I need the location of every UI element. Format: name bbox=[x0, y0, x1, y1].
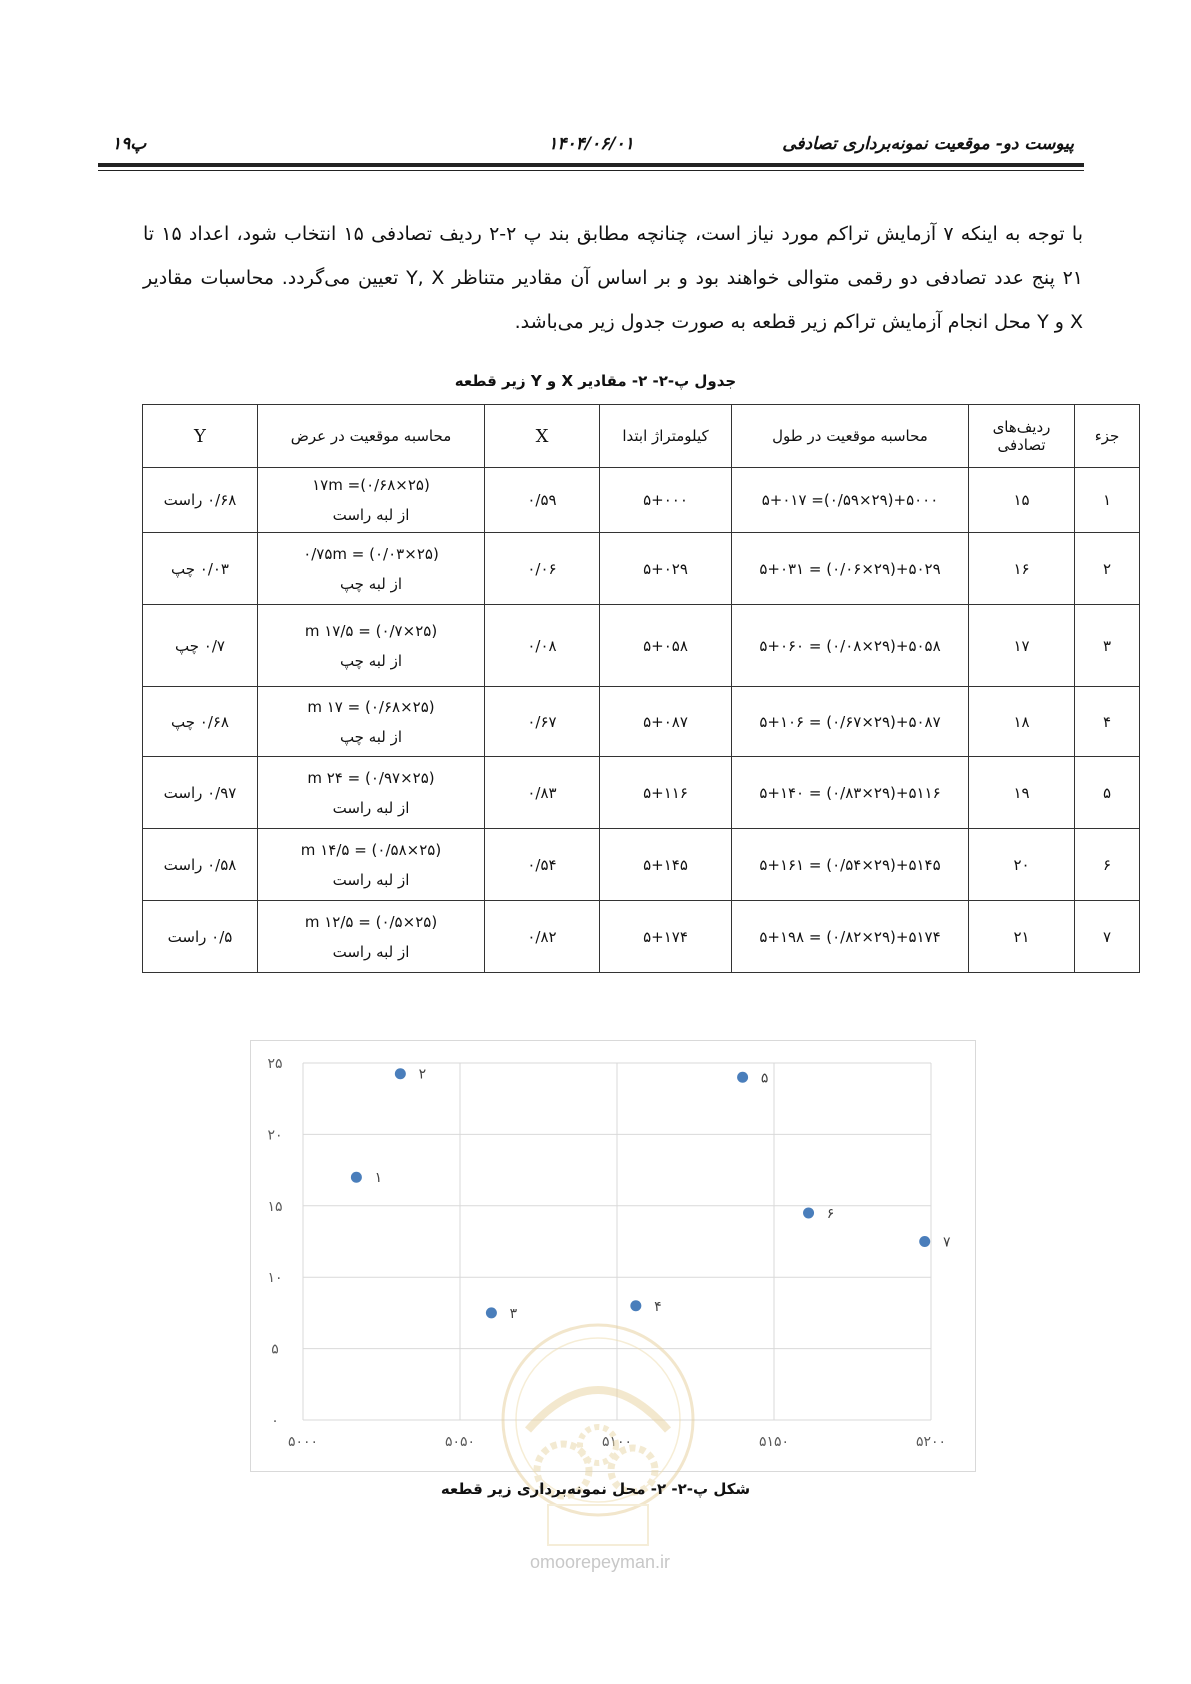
cell-random-row: ۱۹ bbox=[969, 757, 1075, 829]
cell-width-calc bbox=[258, 901, 485, 973]
width-calc-formula: (۲۵×۰/۶۸) = ۱۷ m bbox=[307, 697, 435, 716]
table-body bbox=[143, 468, 1140, 973]
header-random-rows bbox=[969, 405, 1075, 468]
data-label: ۳ bbox=[509, 1305, 518, 1322]
width-calc-edge: از لبه چپ bbox=[339, 651, 403, 670]
width-calc-edge: از لبه راست bbox=[332, 798, 410, 817]
cell-x: ۰/۰۸ bbox=[485, 605, 600, 687]
cell-start-km: ۵+۰۲۹ bbox=[600, 533, 732, 605]
header-y: Y bbox=[143, 405, 258, 468]
cell-random-row: ۱۷ bbox=[969, 605, 1075, 687]
cell-width-calc bbox=[258, 829, 485, 901]
cell-length-calc: ۵۱۱۶+(۲۹×۰/۸۳) = ۵+۱۴۰ bbox=[732, 757, 969, 829]
header-part: جزء bbox=[1075, 405, 1140, 468]
data-point bbox=[351, 1172, 362, 1183]
paragraph-line: X و Y محل انجام آزمایش تراکم زیر قطعه به صورت جدول زیر می‌باشد. bbox=[514, 311, 1083, 333]
data-label: ۶ bbox=[826, 1205, 835, 1222]
data-point bbox=[919, 1236, 930, 1247]
table-row bbox=[143, 533, 1140, 605]
cell-y: ۰/۶۸ راست bbox=[143, 468, 258, 533]
data-label: ۷ bbox=[942, 1234, 951, 1251]
x-tick-label: ۵۲۰۰ bbox=[915, 1434, 947, 1450]
cell-y: ۰/۵ راست bbox=[143, 901, 258, 973]
figure-caption: شکل پ-۲- ۲- محل نمونه‌برداری زیر قطعه bbox=[440, 1480, 751, 1498]
cell-start-km: ۵+۰۵۸ bbox=[600, 605, 732, 687]
data-label: ۲ bbox=[418, 1066, 427, 1083]
y-tick-label: ۵ bbox=[271, 1341, 279, 1358]
cell-part: ۷ bbox=[1075, 901, 1140, 973]
cell-y: ۰/۷ چپ bbox=[143, 605, 258, 687]
table-row bbox=[143, 687, 1140, 757]
header-rule-thin bbox=[98, 170, 1084, 171]
width-calc-edge: از لبه راست bbox=[332, 870, 410, 889]
cell-start-km: ۵+۱۷۴ bbox=[600, 901, 732, 973]
cell-x: ۰/۸۳ bbox=[485, 757, 600, 829]
paragraph-line: ۲۱ پنج عدد تصادفی دو رقمی متوالی خواهند بود و بر اساس آن مقادیر متناظر Y, X تعیین می‌گردد. محاسبات مقادیر bbox=[143, 267, 1084, 289]
header-width-calc: محاسبه موقعیت در عرض bbox=[258, 405, 485, 468]
cell-start-km: ۵+۱۴۵ bbox=[600, 829, 732, 901]
cell-width-calc bbox=[258, 468, 485, 533]
cell-random-row: ۲۱ bbox=[969, 901, 1075, 973]
x-tick-label: ۵۰۵۰ bbox=[444, 1434, 476, 1450]
width-calc-formula: (۲۵×۰/۷) = ۱۷/۵ m bbox=[304, 621, 438, 640]
x-tick-label: ۵۰۰۰ bbox=[287, 1434, 319, 1450]
cell-part: ۱ bbox=[1075, 468, 1140, 533]
cell-length-calc: ۵۰۸۷+(۲۹×۰/۶۷) = ۵+۱۰۶ bbox=[732, 687, 969, 757]
cell-x: ۰/۵۴ bbox=[485, 829, 600, 901]
table-row bbox=[143, 757, 1140, 829]
cell-x: ۰/۶۷ bbox=[485, 687, 600, 757]
cell-width-calc bbox=[258, 757, 485, 829]
watermark-logo bbox=[488, 1320, 708, 1560]
watermark-site: omoorepeyman.ir bbox=[529, 1552, 671, 1572]
header-title: پیوست دو- موقعیت نمونه‌برداری تصادفی bbox=[782, 134, 1074, 154]
cell-start-km: ۵+۰۰۰ bbox=[600, 468, 732, 533]
cell-length-calc: ۵۰۵۸+(۲۹×۰/۰۸) = ۵+۰۶۰ bbox=[732, 605, 969, 687]
data-label: ۱ bbox=[374, 1170, 383, 1187]
cell-random-row: ۱۵ bbox=[969, 468, 1075, 533]
cell-length-calc: ۵۰۰۰+(۲۹×۰/۵۹)= ۵+۰۱۷ bbox=[732, 468, 969, 533]
header-rule-thick bbox=[98, 163, 1084, 167]
paragraph-line: با توجه به اینکه ۷ آزمایش تراکم مورد نیاز است، چنانچه مطابق بند پ ۲-۲ ردیف تصادفی ۱۵ انتخاب شود، اعداد ۱۵ تا bbox=[143, 223, 1083, 245]
cell-part: ۳ bbox=[1075, 605, 1140, 687]
page-header bbox=[98, 128, 1084, 162]
cell-length-calc: ۵۱۴۵+(۲۹×۰/۵۴) = ۵+۱۶۱ bbox=[732, 829, 969, 901]
header-random-rows-line1: ردیف‌های bbox=[992, 418, 1051, 436]
header-page-number: پ۱۹ bbox=[112, 134, 147, 154]
header-start-km: کیلومتراژ ابتدا bbox=[600, 405, 732, 468]
y-tick-label: ۰ bbox=[271, 1413, 279, 1429]
cell-length-calc: ۵۱۷۴+(۲۹×۰/۸۲) = ۵+۱۹۸ bbox=[732, 901, 969, 973]
width-calc-edge: از لبه چپ bbox=[339, 574, 403, 593]
width-calc-formula: (۲۵×۰/۶۸)= ۱۷m bbox=[312, 476, 430, 494]
x-tick-label: ۵۱۵۰ bbox=[758, 1434, 790, 1450]
cell-y: ۰/۰۳ چپ bbox=[143, 533, 258, 605]
width-calc-edge: از لبه راست bbox=[332, 506, 410, 524]
table-row bbox=[143, 468, 1140, 533]
table-row bbox=[143, 605, 1140, 687]
cell-x: ۰/۵۹ bbox=[485, 468, 600, 533]
table-row bbox=[143, 901, 1140, 973]
data-table bbox=[142, 404, 1140, 973]
y-tick-label: ۲۰ bbox=[267, 1127, 283, 1144]
width-calc-formula: (۲۵×۰/۵۸) = ۱۴/۵ m bbox=[300, 840, 442, 859]
cell-length-calc: ۵۰۲۹+(۲۹×۰/۰۶) = ۵+۰۳۱ bbox=[732, 533, 969, 605]
table-header-row bbox=[143, 405, 1140, 468]
data-point bbox=[630, 1300, 641, 1311]
data-point bbox=[486, 1307, 497, 1318]
y-tick-label: ۱۵ bbox=[267, 1198, 283, 1215]
cell-width-calc bbox=[258, 687, 485, 757]
cell-random-row: ۲۰ bbox=[969, 829, 1075, 901]
y-tick-label: ۱۰ bbox=[267, 1270, 283, 1287]
width-calc-edge: از لبه چپ bbox=[339, 727, 403, 746]
cell-start-km: ۵+۱۱۶ bbox=[600, 757, 732, 829]
cell-width-calc bbox=[258, 605, 485, 687]
data-label: ۵ bbox=[760, 1070, 769, 1087]
cell-y: ۰/۶۸ چپ bbox=[143, 687, 258, 757]
cell-random-row: ۱۶ bbox=[969, 533, 1075, 605]
header-x: X bbox=[485, 405, 600, 468]
cell-y: ۰/۹۷ راست bbox=[143, 757, 258, 829]
cell-random-row: ۱۸ bbox=[969, 687, 1075, 757]
width-calc-formula: (۲۵×۰/۹۷) = ۲۴ m bbox=[307, 768, 435, 787]
cell-y: ۰/۵۸ راست bbox=[143, 829, 258, 901]
width-calc-formula: (۲۵×۰/۰۳) = ۰/۷۵m bbox=[303, 544, 439, 563]
table-row bbox=[143, 829, 1140, 901]
header-date: ۱۴۰۴/۰۶/۰۱ bbox=[548, 134, 634, 154]
header-length-calc: محاسبه موقعیت در طول bbox=[732, 405, 969, 468]
width-calc-edge: از لبه راست bbox=[332, 942, 410, 961]
cell-part: ۶ bbox=[1075, 829, 1140, 901]
data-label: ۴ bbox=[654, 1298, 662, 1315]
x-tick-label: ۵۱۰۰ bbox=[601, 1434, 633, 1450]
cell-part: ۴ bbox=[1075, 687, 1140, 757]
cell-x: ۰/۸۲ bbox=[485, 901, 600, 973]
body-paragraph bbox=[143, 212, 1083, 344]
width-calc-formula: (۲۵×۰/۵) = ۱۲/۵ m bbox=[304, 912, 438, 931]
data-point bbox=[803, 1207, 814, 1218]
cell-start-km: ۵+۰۸۷ bbox=[600, 687, 732, 757]
cell-part: ۲ bbox=[1075, 533, 1140, 605]
data-point bbox=[395, 1068, 406, 1079]
cell-x: ۰/۰۶ bbox=[485, 533, 600, 605]
data-point bbox=[737, 1072, 748, 1083]
table-caption: جدول پ-۲- ۲- مقادیر X و Y زیر قطعه bbox=[454, 372, 737, 390]
y-tick-label: ۲۵ bbox=[267, 1056, 283, 1072]
cell-part: ۵ bbox=[1075, 757, 1140, 829]
cell-width-calc bbox=[258, 533, 485, 605]
header-random-rows-line2: تصادفی bbox=[997, 436, 1046, 454]
